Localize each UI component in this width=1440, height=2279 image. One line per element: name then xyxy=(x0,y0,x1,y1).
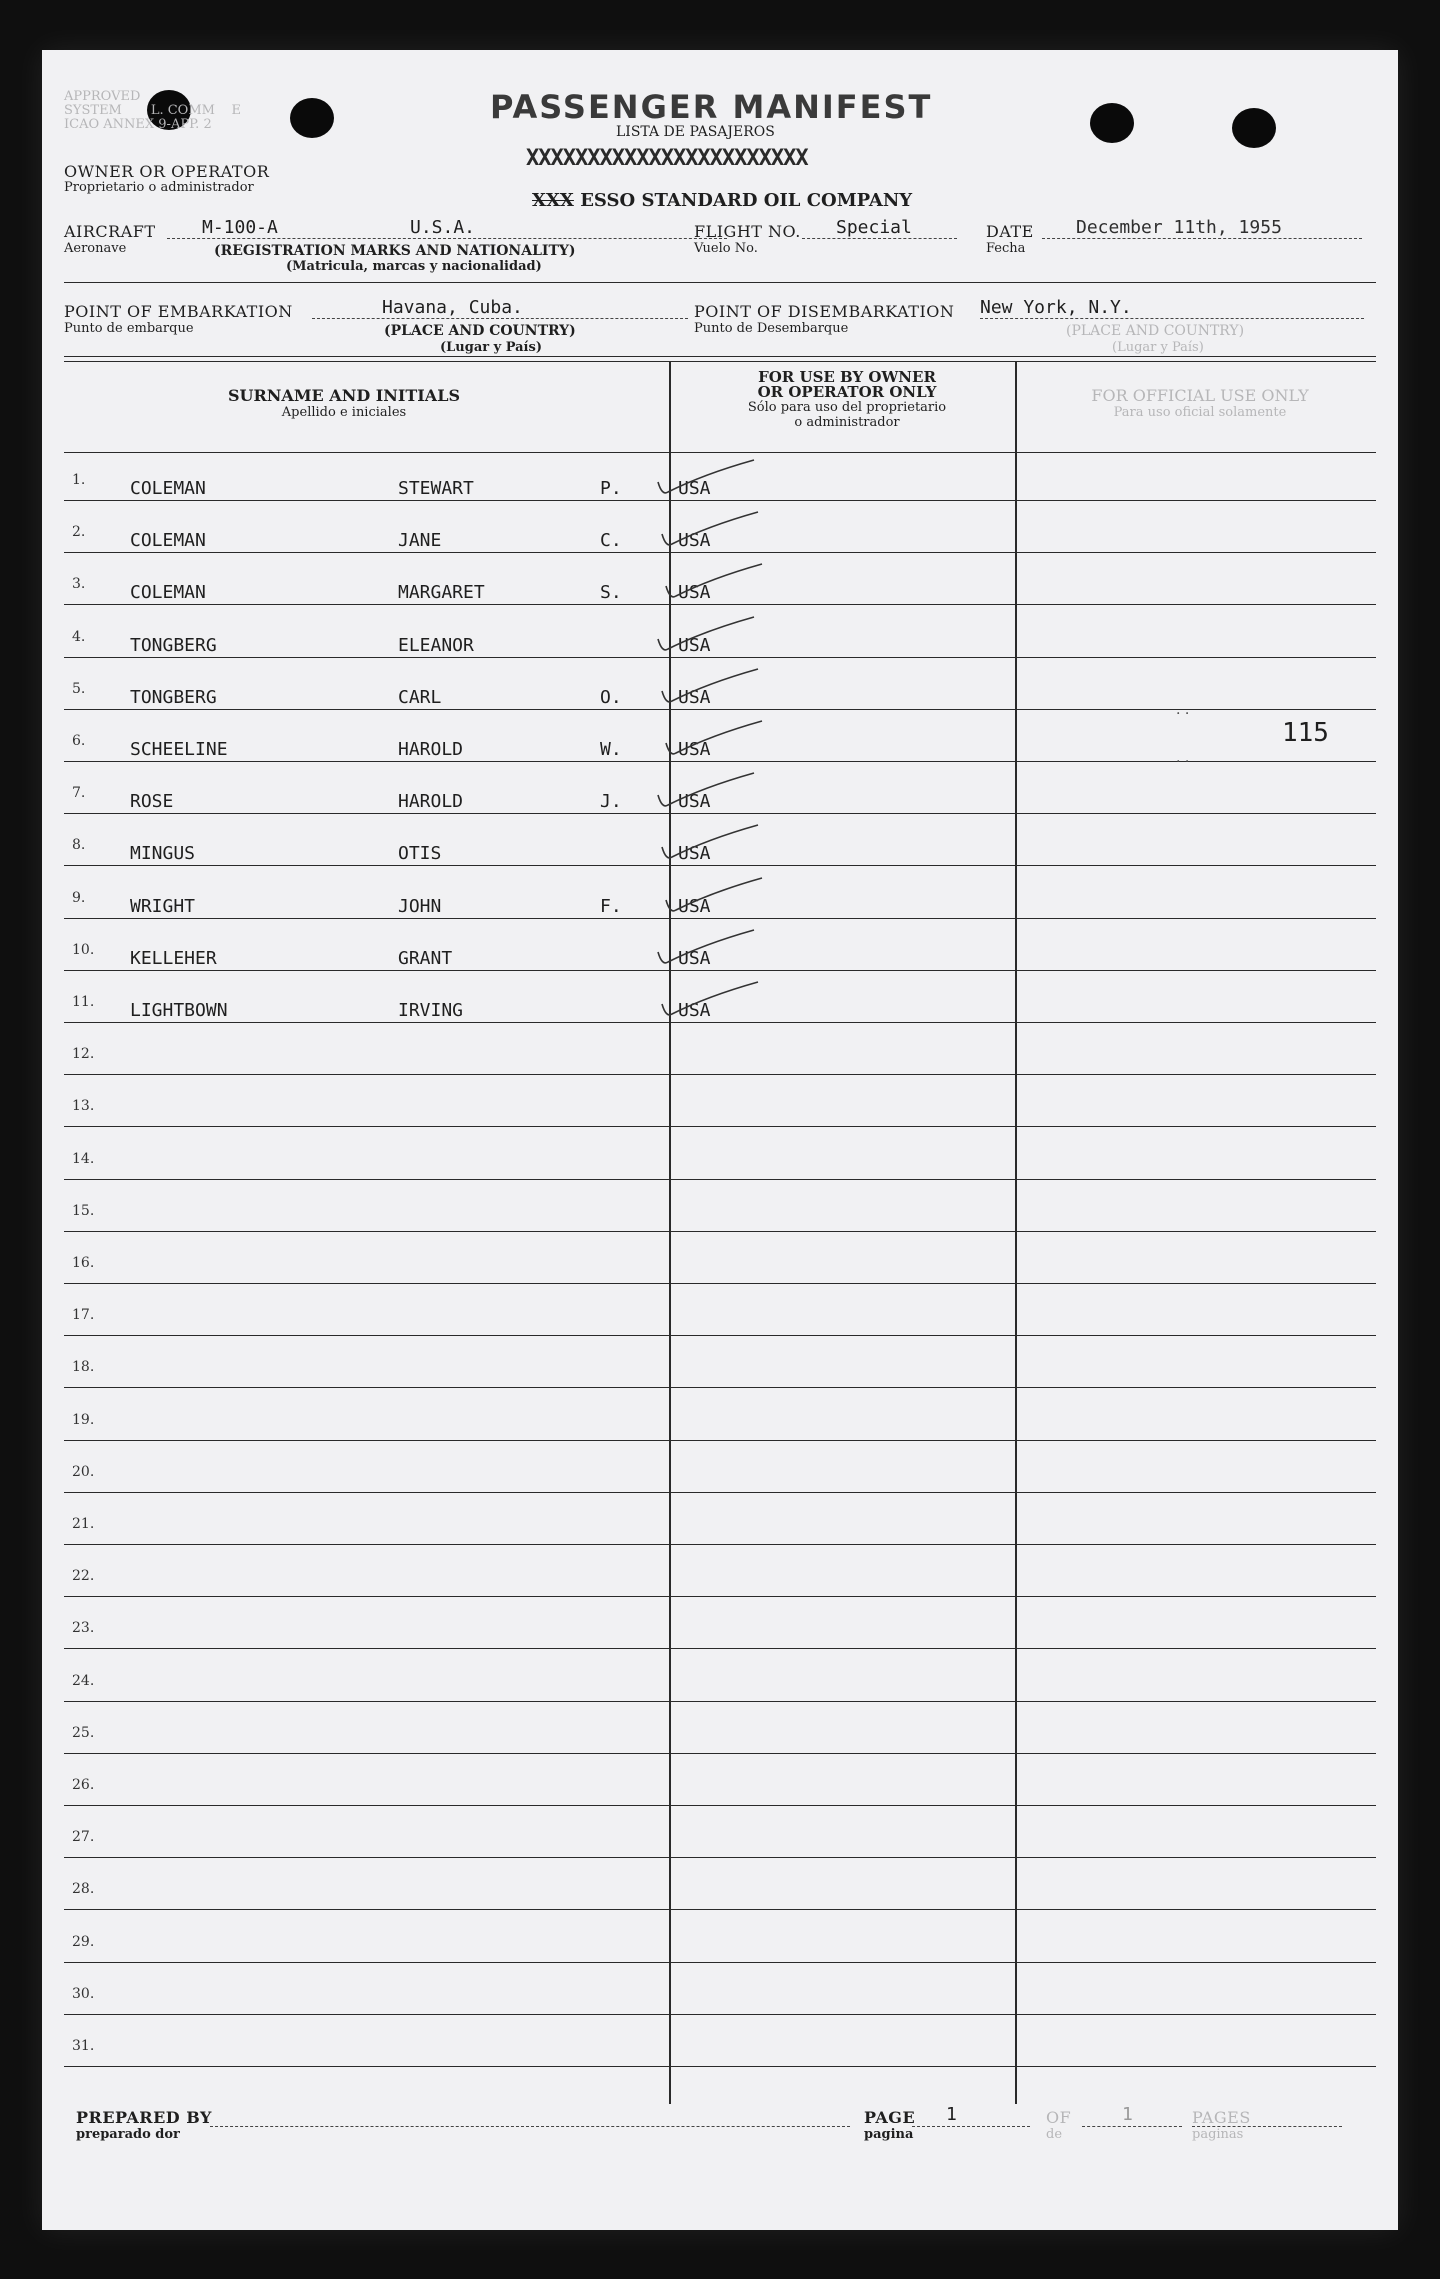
passenger-surname: COLEMAN xyxy=(130,530,206,551)
pages-label-es: paginas xyxy=(1192,2127,1244,2142)
owner-value xyxy=(532,190,912,211)
row-number: 23. xyxy=(72,1620,95,1636)
passenger-given-name: OTIS xyxy=(398,843,442,864)
row-line xyxy=(64,1596,1376,1597)
pages-underline xyxy=(1192,2126,1342,2127)
checkmark-icon xyxy=(662,717,772,767)
passenger-initial: C. xyxy=(600,530,622,551)
row-number: 27. xyxy=(72,1829,95,1845)
passenger-surname: COLEMAN xyxy=(130,478,206,499)
row-number: 7. xyxy=(72,785,86,801)
passenger-surname: COLEMAN xyxy=(130,582,206,603)
struck-owner-text: XXXXXXXXXXXXXXXXXXXXXXX xyxy=(526,146,808,171)
page-label-es: pagina xyxy=(864,2127,914,2142)
row-line xyxy=(64,1805,1376,1806)
passenger-surname: TONGBERG xyxy=(130,635,217,656)
passenger-nationality: USA xyxy=(678,530,711,551)
passenger-surname: SCHEELINE xyxy=(130,739,228,760)
row-line xyxy=(64,1283,1376,1284)
row-line xyxy=(64,1074,1376,1075)
passenger-initial: P. xyxy=(600,478,622,499)
approval-block xyxy=(64,90,241,132)
row-line xyxy=(64,1387,1376,1388)
checkmark-icon xyxy=(658,821,768,871)
embark-underline xyxy=(312,318,688,319)
official-mark: . . xyxy=(1176,702,1190,718)
flight-label-es: Vuelo No. xyxy=(694,241,758,256)
owner-label: OWNER OR OPERATOR xyxy=(64,162,270,181)
flight-label: FLIGHT NO. xyxy=(694,222,801,241)
passenger-nationality: USA xyxy=(678,896,711,917)
row-number: 20. xyxy=(72,1464,95,1480)
of-label: OF xyxy=(1046,2108,1072,2127)
page-underline xyxy=(912,2126,1030,2127)
passenger-given-name: IRVING xyxy=(398,1000,464,1021)
passenger-initial: O. xyxy=(600,687,622,708)
col-owner-label-2: OR OPERATOR ONLY xyxy=(757,383,937,401)
disembark-label: POINT OF DISEMBARKATION xyxy=(694,302,955,321)
passenger-given-name: ELEANOR xyxy=(398,635,474,656)
embark-label: POINT OF EMBARKATION xyxy=(64,302,293,321)
row-line xyxy=(64,2066,1376,2067)
row-number: 8. xyxy=(72,837,86,853)
row-number: 26. xyxy=(72,1777,95,1793)
aircraft-value: M-100-A xyxy=(202,217,278,238)
checkmark-icon xyxy=(654,769,764,819)
place-country-right: (PLACE AND COUNTRY) xyxy=(1066,323,1245,339)
aircraft-nationality: U.S.A. xyxy=(410,217,476,238)
row-line xyxy=(64,1440,1376,1441)
passenger-initial: J. xyxy=(600,791,622,812)
checkmark-icon xyxy=(658,665,768,715)
col-owner-header xyxy=(670,370,1024,430)
passenger-surname: KELLEHER xyxy=(130,948,217,969)
row-number: 25. xyxy=(72,1725,95,1741)
passenger-given-name: HAROLD xyxy=(398,739,464,760)
row-line xyxy=(64,2014,1376,2015)
manifest-sheet xyxy=(42,50,1398,2230)
aircraft-underline xyxy=(167,238,727,239)
flight-underline xyxy=(802,238,957,239)
flight-value: Special xyxy=(836,217,912,238)
date-value: December 11th, 1955 xyxy=(1076,217,1282,238)
table-top-border-2 xyxy=(64,361,1376,362)
row-number: 14. xyxy=(72,1151,95,1167)
row-number: 1. xyxy=(72,472,86,488)
passenger-surname: LIGHTBOWN xyxy=(130,1000,228,1021)
passenger-given-name: HAROLD xyxy=(398,791,464,812)
checkmark-icon xyxy=(654,456,764,506)
place-country-left-es: (Lugar y País) xyxy=(440,340,542,355)
passenger-nationality: USA xyxy=(678,948,711,969)
row-line xyxy=(64,1962,1376,1963)
registration-label-es: (Matricula, marcas y nacionalidad) xyxy=(286,259,542,274)
disembark-value: New York, N.Y. xyxy=(980,297,1132,318)
row-number: 24. xyxy=(72,1673,95,1689)
row-number: 28. xyxy=(72,1881,95,1897)
row-number: 21. xyxy=(72,1516,95,1532)
passenger-nationality: USA xyxy=(678,635,711,656)
punch-hole xyxy=(1090,103,1134,143)
row-line xyxy=(64,1753,1376,1754)
col-official-label-es: Para uso oficial solamente xyxy=(1113,405,1287,420)
row-number: 18. xyxy=(72,1359,95,1375)
passenger-given-name: CARL xyxy=(398,687,442,708)
row-line xyxy=(64,1492,1376,1493)
checkmark-icon xyxy=(658,508,768,558)
of-underline xyxy=(1082,2126,1182,2127)
pages-label: PAGES xyxy=(1192,2108,1251,2127)
aircraft-label: AIRCRAFT xyxy=(64,222,156,241)
col-official-header xyxy=(1022,386,1378,420)
passenger-given-name: STEWART xyxy=(398,478,474,499)
checkmark-icon xyxy=(662,560,772,610)
row-number: 16. xyxy=(72,1255,95,1271)
approval-line: L. COMM xyxy=(150,103,215,118)
col-owner-label-es-1: Sólo para uso del proprietario xyxy=(747,400,947,415)
prepared-underline xyxy=(210,2126,850,2127)
of-label-es: de xyxy=(1046,2127,1063,2142)
date-label-es: Fecha xyxy=(986,241,1026,256)
col-owner-label-es-2: o administrador xyxy=(794,415,900,430)
page-subtitle: LISTA DE PASAJEROS xyxy=(616,124,775,140)
page-title: PASSENGER MANIFEST xyxy=(490,88,933,126)
row-number: 12. xyxy=(72,1046,95,1062)
aircraft-label-es: Aeronave xyxy=(64,241,127,256)
passenger-initial: S. xyxy=(600,582,622,603)
row-number: 15. xyxy=(72,1203,95,1219)
row-line xyxy=(64,1544,1376,1545)
row-number: 31. xyxy=(72,2038,95,2054)
row-number: 30. xyxy=(72,1986,95,2002)
row-line xyxy=(64,1335,1376,1336)
approval-line: ICAO ANNEX 9-APP. 2 xyxy=(64,117,212,132)
passenger-initial: F. xyxy=(600,896,622,917)
col-surname-header xyxy=(64,386,624,420)
embark-value: Havana, Cuba. xyxy=(382,297,523,318)
row-line xyxy=(64,1126,1376,1127)
page-value: 1 xyxy=(946,2104,957,2125)
passenger-given-name: GRANT xyxy=(398,948,453,969)
header-divider xyxy=(64,282,1376,283)
row-number: 5. xyxy=(72,681,86,697)
passenger-surname: WRIGHT xyxy=(130,896,196,917)
row-number: 29. xyxy=(72,1934,95,1950)
registration-label: (REGISTRATION MARKS AND NATIONALITY) xyxy=(214,243,576,259)
disembark-underline xyxy=(980,318,1364,319)
approval-line: SYSTEM xyxy=(64,103,122,118)
punch-hole xyxy=(290,98,334,138)
place-country-right-es: (Lugar y País) xyxy=(1112,340,1204,355)
col-surname-label: SURNAME AND INITIALS xyxy=(227,386,460,405)
row-number: 4. xyxy=(72,629,86,645)
owner-value-text: ESSO STANDARD OIL COMPANY xyxy=(580,190,913,211)
date-label: DATE xyxy=(986,222,1034,241)
passenger-surname: TONGBERG xyxy=(130,687,217,708)
passenger-nationality: USA xyxy=(678,843,711,864)
row-number: 6. xyxy=(72,733,86,749)
passenger-nationality: USA xyxy=(678,1000,711,1021)
page-label: PAGE xyxy=(864,2108,916,2127)
approval-line: E xyxy=(231,103,241,118)
row-number: 9. xyxy=(72,890,86,906)
col-official-label: FOR OFFICIAL USE ONLY xyxy=(1091,386,1309,405)
passenger-nationality: USA xyxy=(678,739,711,760)
row-line xyxy=(64,1179,1376,1180)
checkmark-icon xyxy=(654,613,764,663)
passenger-given-name: JANE xyxy=(398,530,442,551)
checkmark-icon xyxy=(662,874,772,924)
col-surname-label-es: Apellido e iniciales xyxy=(281,405,407,420)
of-value: 1 xyxy=(1122,2104,1133,2125)
date-underline xyxy=(1042,238,1362,239)
passenger-given-name: MARGARET xyxy=(398,582,485,603)
row-number: 11. xyxy=(72,994,95,1010)
disembark-label-es: Punto de Desembarque xyxy=(694,321,849,336)
punch-hole xyxy=(1232,108,1276,148)
row-line xyxy=(64,1231,1376,1232)
passenger-given-name: JOHN xyxy=(398,896,442,917)
passenger-nationality: USA xyxy=(678,687,711,708)
official-note: 115 xyxy=(1282,718,1329,748)
owner-struck-prefix: XXX xyxy=(532,190,574,211)
passenger-surname: MINGUS xyxy=(130,843,196,864)
embark-label-es: Punto de embarque xyxy=(64,321,194,336)
row-number: 19. xyxy=(72,1412,95,1428)
col-divider-right xyxy=(1015,361,1017,2104)
place-country-left: (PLACE AND COUNTRY) xyxy=(384,323,576,339)
prepared-label: PREPARED BY xyxy=(76,2108,212,2127)
passenger-nationality: USA xyxy=(678,791,711,812)
official-mark: . . xyxy=(1176,750,1190,766)
row-line xyxy=(64,1909,1376,1910)
row-line xyxy=(64,1648,1376,1649)
prepared-label-es: preparado dor xyxy=(76,2127,180,2142)
checkmark-icon xyxy=(654,926,764,976)
owner-label-es: Proprietario o administrador xyxy=(64,180,254,195)
header-row-bottom xyxy=(64,452,1376,453)
row-number: 22. xyxy=(72,1568,95,1584)
table-top-border xyxy=(64,356,1376,357)
passenger-nationality: USA xyxy=(678,582,711,603)
row-number: 10. xyxy=(72,942,95,958)
passenger-initial: W. xyxy=(600,739,622,760)
passenger-nationality: USA xyxy=(678,478,711,499)
checkmark-icon xyxy=(658,978,768,1028)
passenger-surname: ROSE xyxy=(130,791,174,812)
row-line xyxy=(64,1701,1376,1702)
row-number: 2. xyxy=(72,524,86,540)
row-number: 13. xyxy=(72,1098,95,1114)
row-line xyxy=(64,1857,1376,1858)
row-number: 17. xyxy=(72,1307,95,1323)
approval-line: APPROVED xyxy=(64,89,141,104)
col-owner-label-1: FOR USE BY OWNER xyxy=(758,368,936,386)
row-number: 3. xyxy=(72,576,86,592)
